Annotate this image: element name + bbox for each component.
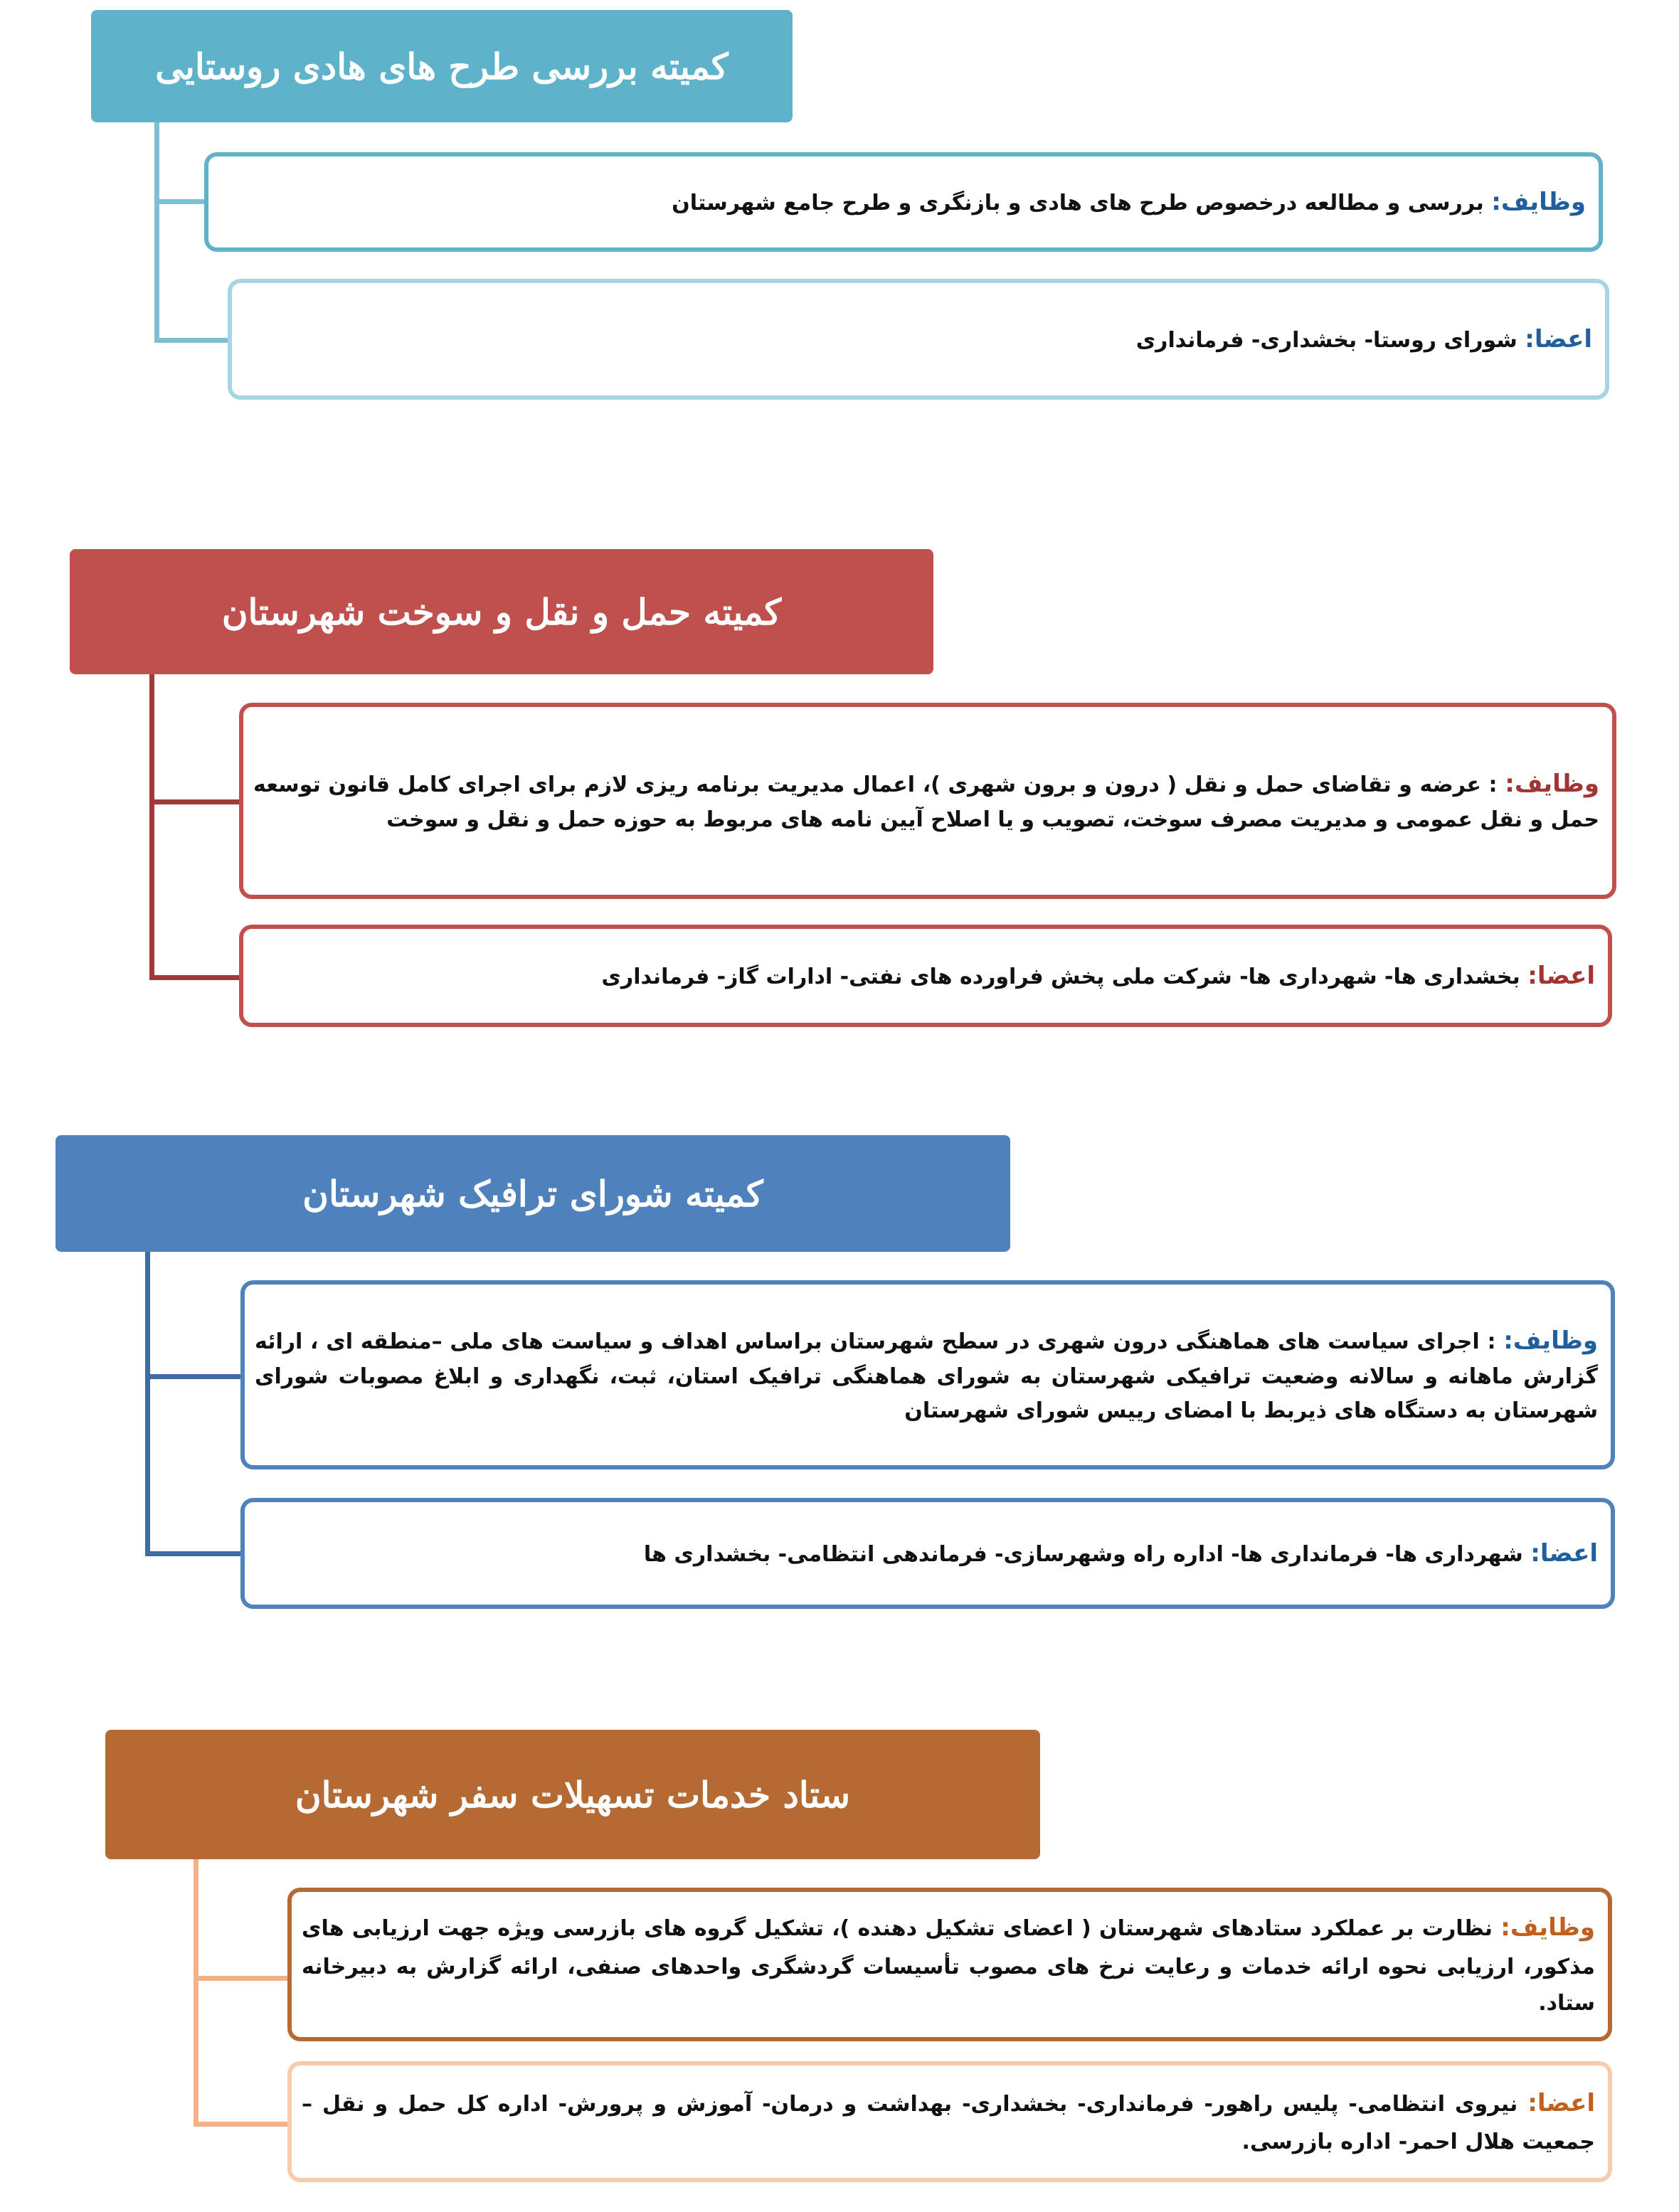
committee-2-duties-box xyxy=(239,703,1616,899)
members-label: اعضا: xyxy=(1530,1539,1598,1568)
members-label: اعضا: xyxy=(1527,962,1595,990)
committee-3-duties-box xyxy=(240,1280,1615,1469)
members-text: بخشداری ها- شهرداری ها- شرکت ملی پخش فراورده های نفتی- ادارات گاز- فرمانداری xyxy=(601,964,1520,989)
members-text: شورای روستا- بخشداری- فرمانداری xyxy=(1135,328,1518,353)
duties-text: عرضه و تقاضای حمل و نقل ( درون و برون شهری )، اعمال مدیریت برنامه ریزی لازم برای اجرای کامل قانون توسعه حمل و نقل عمومی و مدیریت مصرف سوخت، تصویب و یا اصلاح آیین نامه های مربوط به حوزه حمل و نقل و سوخت xyxy=(253,772,1599,833)
duties-label: وظایف: xyxy=(1491,188,1586,216)
connector-vertical xyxy=(194,1859,198,2127)
members-text: شهرداری ها- فرمانداری ها- اداره راه وشهرسازی- فرماندهی انتظامی- بخشداری ها xyxy=(643,1542,1523,1567)
connector-horizontal xyxy=(145,1551,245,1556)
connector-vertical xyxy=(154,122,159,343)
duties-text: نظارت بر عملکرد ستادهای شهرستان ( اعضای تشکیل دهنده )، تشکیل گروه های بازرسی ویژه جهت ارزیابی های مذکور، ارزیابی نحوه ارائه خدمات و رعایت نرخ های مصوب تأسیسات گردشگری واحدهای صنفی، ارائه گزارش به دبیرخانه ستاد. xyxy=(302,1916,1595,2016)
committee-2-members-box xyxy=(239,925,1612,1027)
duties-label: وظایف: xyxy=(1500,1913,1595,1942)
connector-horizontal xyxy=(154,199,206,204)
duties-text: اجرای سیاست های هماهنگی درون شهری در سطح شهرستان براساس اهداف و سیاست های ملی –منطقه ای ، ارائه گزارش ماهانه و سالانه وضعیت ترافیکی شهرستان به شورای هماهنگی ترافیک استان، ثبت، نگهداری و ابلاغ مصوبات شورای شهرستان به دستگاه های ذیربط با امضای رییس شورای شهرستان xyxy=(255,1329,1598,1424)
duties-text: بررسی و مطالعه درخصوص طرح های هادی و بازنگری و طرح جامع شهرستان xyxy=(672,191,1484,216)
connector-horizontal xyxy=(154,338,230,343)
connector-vertical xyxy=(145,1252,150,1556)
committee-4-members-box xyxy=(287,2061,1612,2182)
members-text: نیروی انتظامی- پلیس راهور- فرمانداری- بخشداری- بهداشت و درمان- آموزش و پرورش- اداره کل حمل و نقل – جمعیت هلال احمر- اداره بازرسی. xyxy=(302,2091,1595,2155)
connector-horizontal xyxy=(194,1976,289,1981)
connector-horizontal xyxy=(149,799,243,804)
duties-colon: : xyxy=(1488,772,1498,797)
members-label: اعضا: xyxy=(1527,2088,1595,2117)
duties-colon: : xyxy=(1487,1329,1496,1354)
committee-2-title: کمیته حمل و نقل و سوخت شهرستان xyxy=(70,549,933,674)
connector-horizontal xyxy=(194,2122,289,2127)
connector-horizontal xyxy=(149,975,243,980)
connector-horizontal xyxy=(145,1374,245,1379)
connector-vertical xyxy=(149,674,154,980)
committee-4-title: ستاد خدمات تسهیلات سفر شهرستان xyxy=(105,1730,1040,1859)
committee-1-duties-box xyxy=(204,152,1603,252)
duties-label: وظایف: xyxy=(1503,1326,1598,1355)
committee-1-title: کمیته بررسی طرح های هادی روستایی xyxy=(91,10,793,122)
committee-4-duties-box xyxy=(287,1888,1612,2041)
committee-3-title: کمیته شورای ترافیک شهرستان xyxy=(55,1135,1010,1252)
committee-3-members-box xyxy=(240,1498,1615,1609)
committee-1-members-box xyxy=(228,279,1609,400)
members-label: اعضا: xyxy=(1525,325,1592,353)
duties-label: وظایف: xyxy=(1505,769,1599,798)
